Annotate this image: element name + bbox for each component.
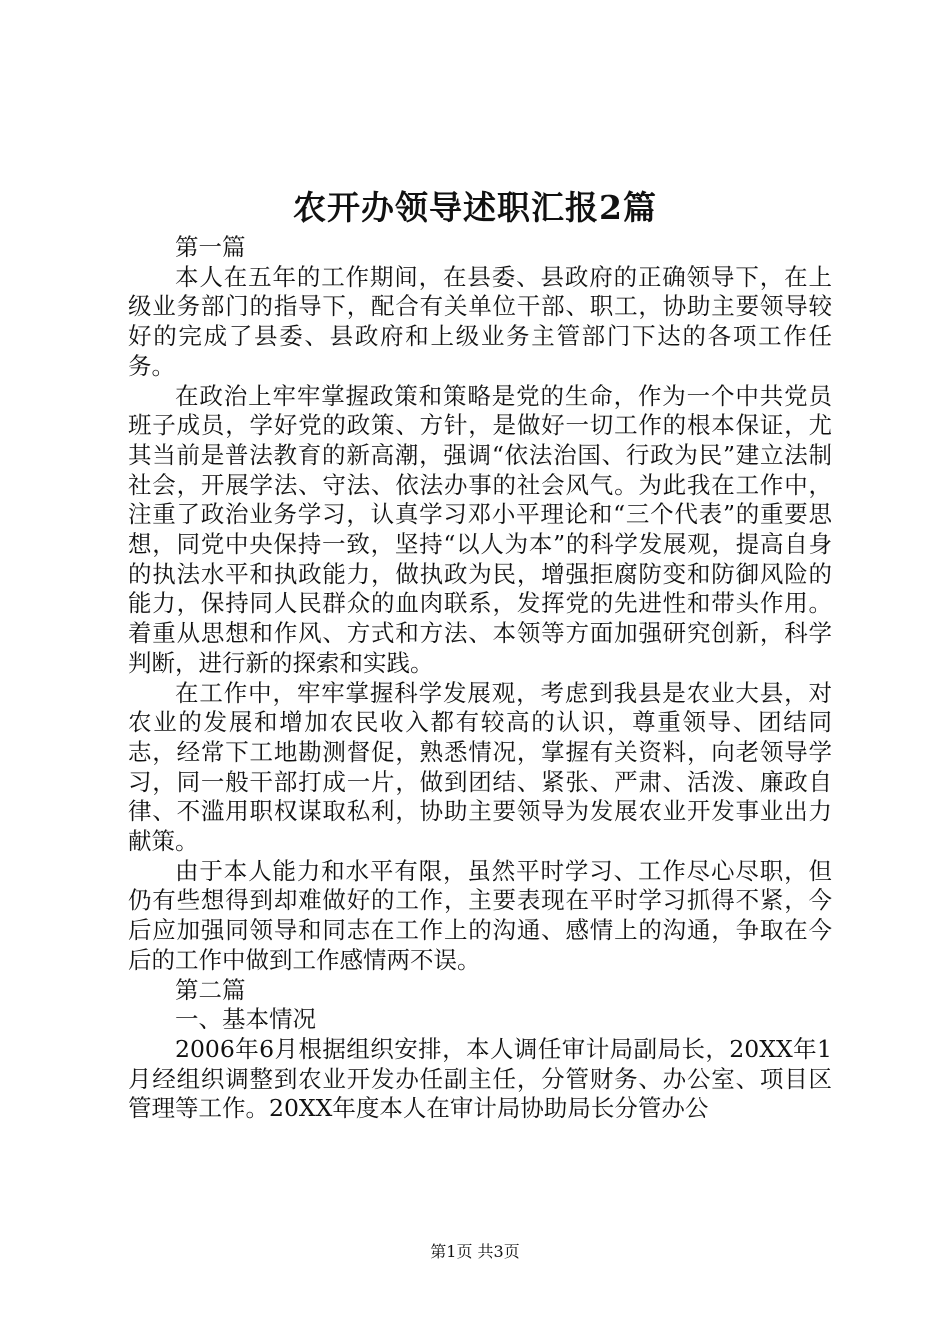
document-body (128, 233, 832, 1124)
section-heading: 第二篇 (175, 975, 246, 1004)
document-title: 农开办领导述职汇报2篇 (293, 188, 657, 227)
body-paragraph: 本人在五年的工作期间，在县委、县政府的正确领导下，在上级业务部门的指导下，配合有关单位干部、职工，协助主要领导较好的完成了县委、县政府和上级业务主管部门下达的各项工作任务。 (128, 262, 832, 380)
body-paragraph: 在工作中，牢牢掌握科学发展观，考虑到我县是农业大县，对农业的发展和增加农民收入都有较高的认识，尊重领导、团结同志，经常下工地勘测督促，熟悉情况，掌握有关资料，向老领导学习，同一般干部打成一片，做到团结、紧张、严肃、活泼、廉政自律、不滥用职权谋取私利，协助主要领导为发展农业开发事业出力献策。 (128, 678, 832, 856)
page-footer: 第1页 共3页 (430, 1242, 520, 1261)
section-heading: 第一篇 (175, 233, 246, 261)
body-paragraph: 在政治上牢牢掌握政策和策略是党的生命，作为一个中共党员班子成员，学好党的政策、方针，是做好一切工作的根本保证，尤其当前是普法教育的新高潮，强调“依法治国、行政为民”建立法制社会，开展学法、守法、依法办事的社会风气。为此我在工作中，注重了政治业务学习，认真学习邓小平理论和“三个代表”的重要思想，同党中央保持一致，坚持“以人为本”的科学发展观，提高自身的执法水平和执政能力，做执政为民，增强拒腐防变和防御风险的能力，保持同人民群众的血肉联系，发挥党的先进性和带头作用。着重从思想和作风、方式和方法、本领等方面加强研究创新，科学判断，进行新的探索和实践。 (128, 381, 832, 677)
body-paragraph: 由于本人能力和水平有限，虽然平时学习、工作尽心尽职，但仍有些想得到却难做好的工作，主要表现在平时学习抓得不紧，今后应加强同领导和同志在工作上的沟通、感情上的沟通，争取在今后的工作中做到工作感情两不误。 (128, 856, 832, 974)
body-paragraph: 2006年6月根据组织安排，本人调任审计局副局长，20XX年1月经组织调整到农业开发办任副主任，分管财务、办公室、项目区管理等工作。20XX年度本人在审计局协助局长分管办公 (128, 1034, 832, 1123)
subsection-heading: 一、基本情况 (175, 1005, 316, 1034)
